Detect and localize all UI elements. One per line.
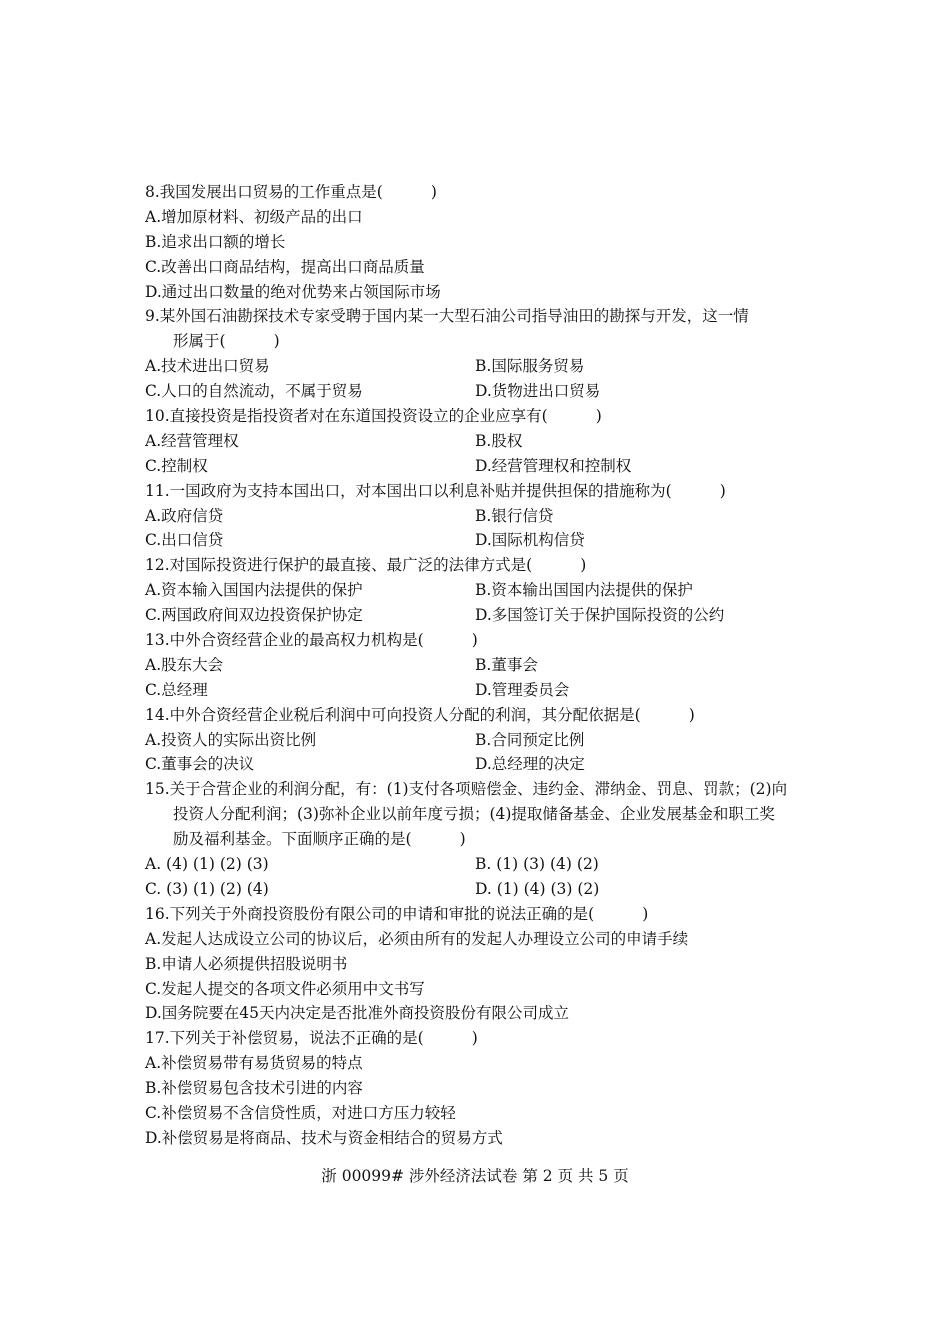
option-c: C.出口信贷: [145, 531, 224, 550]
option-row: [145, 454, 815, 479]
option-d: D.经营管理权和控制权: [475, 456, 632, 475]
option-row: [145, 603, 815, 628]
close-paren: ): [430, 183, 437, 201]
close-paren: ): [719, 481, 726, 500]
option-d: D.通过出口数量的绝对优势来占领国际市场: [145, 282, 441, 301]
option-row: [145, 354, 815, 379]
page-footer: 浙 00099# 涉外经济法试卷 第 2 页 共 5 页: [321, 1167, 629, 1185]
close-paren: ): [642, 904, 649, 923]
question-17-stem: [145, 1026, 815, 1051]
option-b: B.股权: [475, 431, 523, 450]
question-14-stem: [145, 703, 815, 728]
question-8-stem: [145, 180, 815, 205]
option-d: D. (1) (4) (3) (2): [475, 879, 600, 898]
option-b: B.董事会: [475, 655, 538, 674]
option-b: B.国际服务贸易: [475, 357, 585, 376]
question-stem-text: 12.对国际投资进行保护的最直接、最广泛的法律方式是(: [145, 556, 533, 575]
question-stem-text: 形属于(: [173, 332, 226, 351]
option-c: C.补偿贸易不含信贷性质，对进口方压力较轻: [145, 1103, 456, 1122]
option-row: [145, 528, 815, 553]
option-b: B.追求出口额的增长: [145, 232, 286, 251]
emphasis-text: 不正确 • •: [340, 1029, 387, 1047]
option-c: C. (3) (1) (2) (4): [145, 879, 269, 898]
option-c: C.改善出口商品结构，提高出口商品质量: [145, 257, 425, 276]
option-row: [145, 379, 815, 404]
close-paren: ): [471, 1029, 478, 1048]
option-c: C.发起人提交的各项文件必须用中文书写: [145, 979, 425, 998]
option-a: A.补偿贸易带有易货贸易的特点: [145, 1054, 363, 1073]
question-16-stem: [145, 902, 815, 927]
close-paren: ): [595, 407, 602, 426]
question-9-stem: 9.某外国石油勘探技术专家受聘于国内某一大型石油公司指导油田的勘探与开发，这一情: [145, 307, 749, 326]
question-12-stem: [145, 553, 815, 578]
option-row: [145, 852, 815, 877]
option-c: C.两国政府间双边投资保护协定: [145, 606, 363, 625]
option-c: C.董事会的决议: [145, 755, 255, 774]
question-stem-text: 的是(: [386, 1029, 424, 1048]
option-a: A.技术进出口贸易: [145, 357, 270, 376]
option-c: C.总经理: [145, 680, 208, 699]
close-paren: ): [459, 830, 466, 849]
question-stem-text: 励及福利基金。下面顺序正确的是(: [173, 830, 412, 849]
option-d: D.总经理的决定: [475, 755, 585, 774]
option-c: C.人口的自然流动，不属于贸易: [145, 382, 363, 401]
close-paren: ): [273, 332, 280, 351]
option-row: [145, 653, 815, 678]
option-a: A.政府信贷: [145, 506, 224, 525]
option-b: B.申请人必须提供招股说明书: [145, 954, 348, 973]
option-a: A. (4) (1) (2) (3): [145, 855, 269, 874]
option-row: [145, 728, 815, 753]
close-paren: ): [688, 705, 695, 724]
option-d: D.多国签订关于保护国际投资的公约: [475, 606, 725, 625]
option-d: D.货物进出口贸易: [475, 382, 601, 401]
option-d: D.国际机构信贷: [475, 531, 585, 550]
option-row: [145, 678, 815, 703]
option-b: B.银行信贷: [475, 506, 554, 525]
option-a: A.投资人的实际出资比例: [145, 730, 317, 749]
question-stem-text: 13.中外合资经营企业的最高权力机构是(: [145, 631, 424, 650]
question-stem-text: 16.下列关于外商投资股份有限公司的申请和审批的说法正确的是(: [145, 904, 595, 923]
option-d: D.管理委员会: [475, 680, 570, 699]
question-stem-text: 8.我国发展出口贸易的工作重点是(: [145, 183, 383, 201]
option-row: [145, 578, 815, 603]
exam-page: [145, 180, 815, 1151]
question-10-stem: [145, 404, 815, 429]
option-a: A.资本输入国国内法提供的保护: [145, 581, 363, 600]
question-15-stem-end: [145, 827, 815, 852]
option-b: B.补偿贸易包含技术引进的内容: [145, 1079, 363, 1098]
option-row: [145, 752, 815, 777]
question-stem-text: 10.直接投资是指投资者对在东道国投资设立的企业应享有(: [145, 407, 548, 426]
option-row: [145, 504, 815, 529]
option-a: A.增加原材料、初级产品的出口: [145, 207, 363, 226]
question-stem-text: 11.一国政府为支持本国出口，对本国出口以利息补贴并提供担保的措施称为(: [145, 481, 672, 500]
option-a: A.经营管理权: [145, 431, 239, 450]
close-paren: ): [580, 556, 587, 575]
option-b: B. (1) (3) (4) (2): [475, 855, 599, 874]
option-row: [145, 429, 815, 454]
option-b: B.资本输出国国内法提供的保护: [475, 581, 693, 600]
option-b: B.合同预定比例: [475, 730, 585, 749]
question-13-stem: [145, 628, 815, 653]
option-row: [145, 877, 815, 902]
close-paren: ): [471, 631, 478, 650]
question-stem-text: 14.中外合资经营企业税后利润中可向投资人分配的利润，其分配依据是(: [145, 705, 641, 724]
option-d: D.补偿贸易是将商品、技术与资金相结合的贸易方式: [145, 1128, 503, 1147]
question-11-stem: [145, 479, 815, 504]
question-9-stem-cont: [145, 329, 815, 354]
question-15-stem-cont: 投资人分配利润；(3)弥补企业以前年度亏损；(4)提取储备基金、企业发展基金和职工奖: [173, 805, 775, 824]
question-15-stem: 15.关于合营企业的利润分配，有：(1)支付各项赔偿金、违约金、滞纳金、罚息、罚款；(2)向: [145, 780, 788, 799]
option-a: A.发起人达成设立公司的协议后，必须由所有的发起人办理设立公司的申请手续: [145, 929, 689, 948]
option-a: A.股东大会: [145, 655, 224, 674]
option-c: C.控制权: [145, 456, 208, 475]
option-d: D.国务院要在45天内决定是否批准外商投资股份有限公司成立: [145, 1004, 570, 1023]
question-stem-text: 17.下列关于补偿贸易，说法: [145, 1029, 341, 1048]
